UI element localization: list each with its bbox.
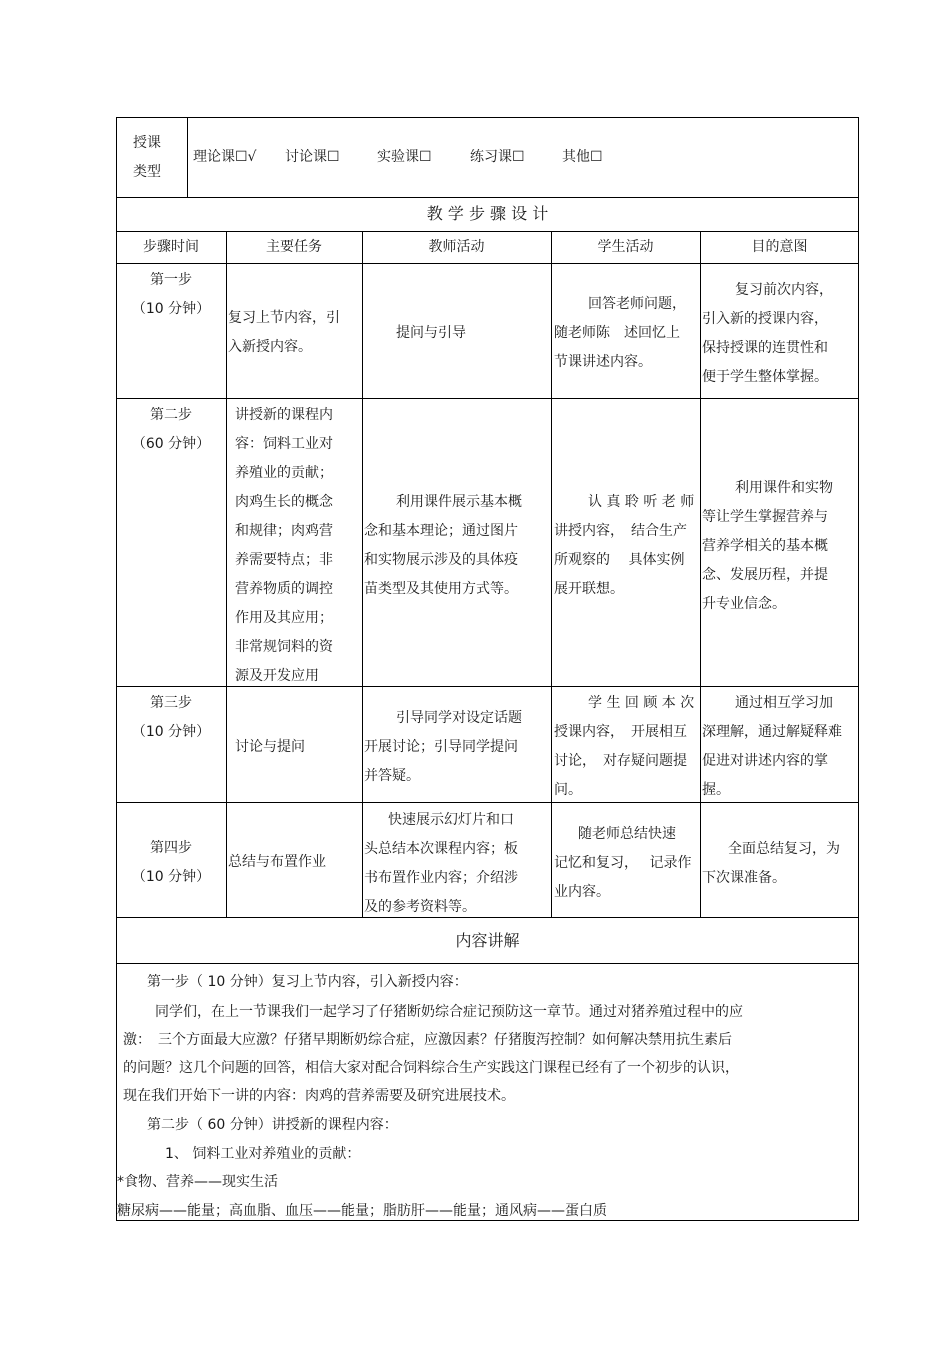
- lesson-type-option: 实验课☐: [377, 149, 432, 165]
- teacher-activity: 提问与引导: [396, 325, 466, 341]
- lesson-type-option: 练习课☐: [470, 149, 525, 165]
- student-activity: 讲授内容， 结合生产: [554, 523, 687, 539]
- divider: [226, 231, 227, 918]
- purpose-text: 等让学生掌握营养与: [702, 509, 828, 525]
- step-label: 第一步: [150, 272, 192, 288]
- column-header: 主要任务: [266, 239, 322, 255]
- task-text: 复习上节内容，引: [228, 310, 340, 326]
- content-line: 激： 三个方面最大应激？仔猪早期断奶综合症，应激因素？仔猪腹泻控制？如何解决禁用抗生素后: [123, 1032, 732, 1048]
- divider: [116, 963, 859, 964]
- student-activity: 随老师总结快速: [578, 826, 676, 842]
- purpose-text: 念、发展历程，并提: [702, 567, 828, 583]
- step-duration: （10 分钟）: [131, 869, 211, 885]
- divider: [116, 263, 859, 264]
- student-activity: 业内容。: [554, 884, 610, 900]
- divider: [700, 231, 701, 918]
- teacher-activity: 快速展示幻灯片和口: [388, 812, 514, 828]
- student-activity: 随老师陈 述回忆上: [554, 325, 680, 341]
- task-text: 总结与布置作业: [228, 854, 326, 870]
- task-text: 养殖业的贡献；: [235, 465, 333, 481]
- column-header: 学生活动: [597, 239, 654, 255]
- content-line: 1、 饲料工业对养殖业的贡献：: [165, 1146, 361, 1162]
- purpose-text: 营养学相关的基本概: [702, 538, 828, 554]
- task-text: 肉鸡生长的概念: [235, 494, 333, 510]
- purpose-text: 升专业信念。: [702, 596, 786, 612]
- step-duration: （10 分钟）: [131, 301, 211, 317]
- content-title: 内容讲解: [455, 931, 520, 950]
- step-label: 第三步: [150, 695, 192, 711]
- student-activity: 认 真 聆 听 老 师: [588, 494, 695, 510]
- task-text: 养需要特点；非: [235, 552, 333, 568]
- purpose-text: 利用课件和实物: [735, 480, 833, 496]
- task-text: 和规律；肉鸡营: [235, 523, 333, 539]
- purpose-text: 握。: [702, 782, 730, 798]
- divider: [187, 117, 188, 197]
- teacher-activity: 并答疑。: [364, 768, 420, 784]
- student-activity: 回答老师问题，: [588, 296, 686, 312]
- step-duration: （10 分钟）: [131, 724, 211, 740]
- teacher-activity: 利用课件展示基本概: [396, 494, 522, 510]
- lesson-type-label: 类型: [133, 164, 161, 180]
- teacher-activity: 开展讨论；引导同学提问: [364, 739, 518, 755]
- student-activity: 展开联想。: [554, 581, 624, 597]
- content-line: 糖尿病——能量；高血脂、血压——能量；脂肪肝——能量；通风病——蛋白质: [117, 1203, 607, 1219]
- purpose-text: 下次课准备。: [702, 870, 786, 886]
- task-text: 讲授新的课程内: [235, 407, 333, 423]
- task-text: 作用及其应用；: [235, 610, 333, 626]
- student-activity: 讨论， 对存疑问题提: [554, 753, 687, 769]
- step-label: 第四步: [150, 840, 192, 856]
- purpose-text: 促进对讲述内容的掌: [702, 753, 828, 769]
- task-text: 营养物质的调控: [235, 581, 333, 597]
- content-line: *食物、营养——现实生活: [117, 1174, 278, 1190]
- student-activity: 所观察的 具体实例: [554, 552, 685, 568]
- purpose-text: 复习前次内容，: [735, 282, 833, 298]
- student-activity: 授课内容， 开展相互: [554, 724, 687, 740]
- divider: [116, 802, 859, 803]
- content-line: 第一步（ 10 分钟）复习上节内容，引入新授内容：: [147, 974, 468, 990]
- task-text: 入新授内容。: [228, 339, 312, 355]
- lesson-type-option: 理论课☐√: [193, 149, 257, 165]
- divider: [116, 231, 859, 232]
- lesson-type-label: 授课: [133, 135, 161, 151]
- content-line: 现在我们开始下一讲的内容：肉鸡的营养需要及研究进展技术。: [123, 1088, 515, 1104]
- step-label: 第二步: [150, 407, 192, 423]
- task-text: 容：饲料工业对: [235, 436, 333, 452]
- design-title: 教 学 步 骤 设 计: [426, 204, 549, 223]
- purpose-text: 全面总结复习，为: [728, 841, 840, 857]
- purpose-text: 便于学生整体掌握。: [702, 369, 828, 385]
- task-text: 非常规饲料的资: [235, 639, 333, 655]
- student-activity: 节课讲述内容。: [554, 354, 652, 370]
- content-line: 同学们，在上一节课我们一起学习了仔猪断奶综合症记预防这一章节。通过对猪养殖过程中的应: [155, 1004, 743, 1020]
- divider: [551, 231, 552, 918]
- teacher-activity: 和实物展示涉及的具体疫: [364, 552, 518, 568]
- purpose-text: 引入新的授课内容，: [702, 311, 828, 327]
- teacher-activity: 念和基本理论；通过图片: [364, 523, 518, 539]
- task-text: 讨论与提问: [235, 739, 305, 755]
- column-header: 教师活动: [428, 239, 485, 255]
- step-duration: （60 分钟）: [131, 436, 211, 452]
- purpose-text: 深理解，通过解疑释难: [702, 724, 842, 740]
- divider: [116, 398, 859, 399]
- teacher-activity: 苗类型及其使用方式等。: [364, 581, 518, 597]
- divider: [362, 231, 363, 918]
- content-line: 第二步（ 60 分钟）讲授新的课程内容：: [147, 1117, 398, 1133]
- column-header: 目的意图: [751, 239, 808, 255]
- student-activity: 记忆和复习， 记录作: [554, 855, 692, 871]
- divider: [116, 686, 859, 687]
- lesson-type-option: 讨论课☐: [285, 149, 340, 165]
- lesson-type-option: 其他☐: [562, 149, 603, 165]
- student-activity: 学 生 回 顾 本 次: [588, 695, 695, 711]
- teacher-activity: 及的参考资料等。: [364, 899, 476, 915]
- content-line: 的问题？这几个问题的回答，相信大家对配合饲料综合生产实践这门课程已经有了一个初步的认识，: [123, 1060, 739, 1076]
- column-header: 步骤时间: [143, 239, 199, 255]
- purpose-text: 通过相互学习加: [735, 695, 833, 711]
- divider: [116, 197, 859, 198]
- divider: [116, 917, 859, 918]
- purpose-text: 保持授课的连贯性和: [702, 340, 828, 356]
- teacher-activity: 引导同学对设定话题: [396, 710, 522, 726]
- student-activity: 问。: [554, 782, 582, 798]
- teacher-activity: 头总结本次课程内容；板: [364, 841, 518, 857]
- task-text: 源及开发应用: [235, 668, 319, 684]
- teacher-activity: 书布置作业内容；介绍涉: [364, 870, 518, 886]
